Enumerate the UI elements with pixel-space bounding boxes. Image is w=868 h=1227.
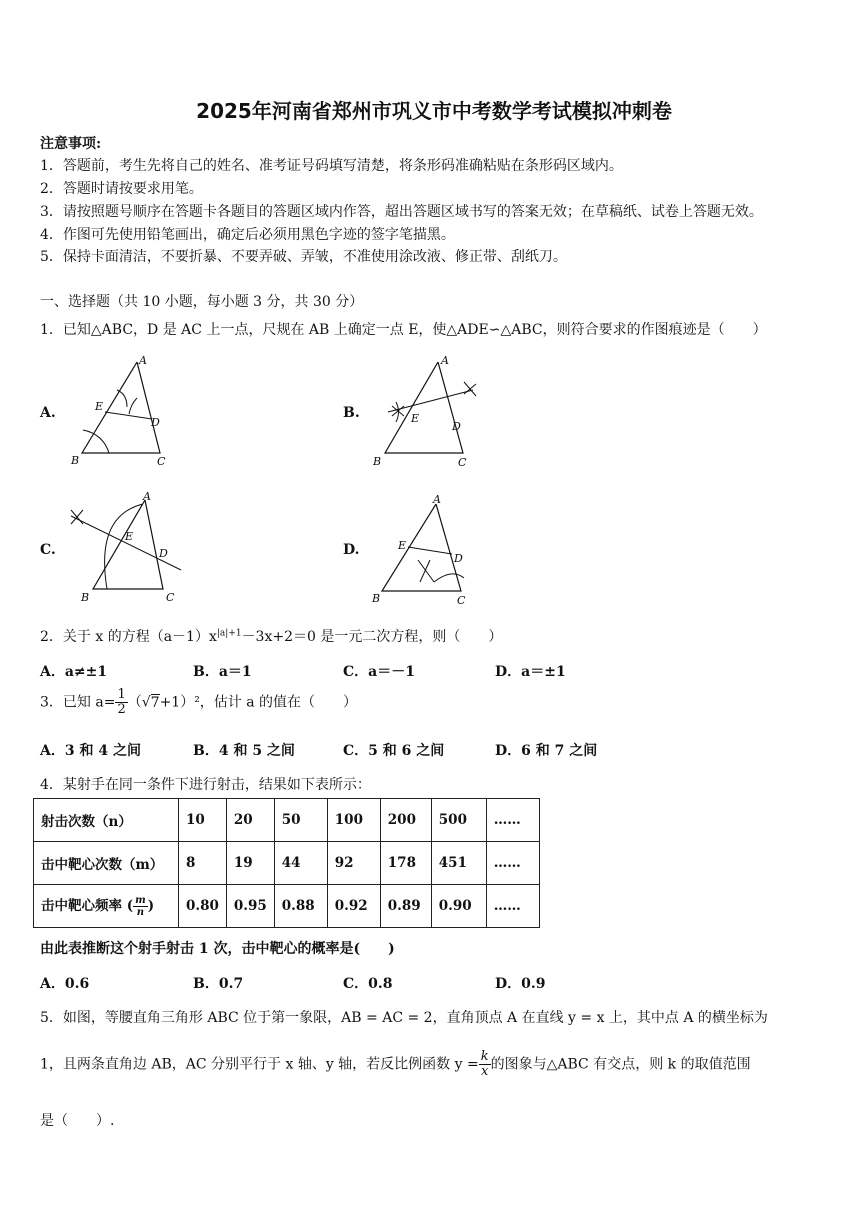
question-3-text: 3．已知 a= [40,694,116,711]
point-label: C [157,455,166,468]
point-label: E [411,412,420,425]
q4-option-b: B．0.7 [193,976,244,992]
question-3-text-after: +1）²，估计 a 的值在（ ） [159,694,358,711]
q2-option-d: D．a＝±1 [495,664,566,680]
q3-option-a: A．3 和 4 之间 [40,743,141,759]
q4-option-d: D．0.9 [495,976,546,992]
table-row [34,842,540,885]
fraction-denominator: n [136,907,145,918]
point-label: B [71,454,80,467]
section-heading: 一、选择题（共 10 小题，每小题 3 分，共 30 分） [40,294,364,310]
row-header: 射击次数（n） [34,799,179,842]
table-cell: …… [486,842,539,885]
notice-heading: 注意事项: [40,136,102,152]
point-label: A [143,490,151,503]
table-cell: 0.90 [431,885,486,928]
figure-option-a [65,352,185,472]
option-a-label: A. [40,405,56,421]
q2-option-b: B．a＝1 [193,664,252,680]
q2-option-a: A．a≠±1 [40,664,108,680]
notice-item: 1．答题前，考生先将自己的姓名、准考证号码填写清楚，将条形码准确粘贴在条形码区域内。 [40,158,623,174]
fraction [479,1050,491,1079]
point-label: D [452,420,461,433]
table-cell: 178 [380,842,431,885]
fraction-denominator: x [481,1064,489,1079]
notice-item: 5．保持卡面清洁，不要折暴、不要弄破、弄皱，不准使用涂改液、修正带、刮纸刀。 [40,249,567,265]
question-2-stem [40,626,502,646]
table-cell: 44 [274,842,327,885]
point-label: E [125,530,134,543]
point-label: E [398,539,407,552]
q4-option-c: C．0.8 [343,976,393,992]
option-c-label: C. [40,542,56,558]
question-5-text-after: 的图象与△ABC 有交点，则 k 的取值范围 [490,1056,751,1073]
q4-option-a: A．0.6 [40,976,90,992]
fraction [133,895,148,918]
question-1-stem: 1．已知△ABC，D 是 AC 上一点，尺规在 AB 上确定一点 E，使△ADE∽△ABC，则符合要求的作图痕迹是（ ） [40,322,767,338]
question-3-paren: （ [127,694,142,711]
results-table [33,798,540,928]
point-label: C [166,591,175,604]
point-label: D [454,552,463,565]
table-cell: 0.92 [327,885,380,928]
q3-option-d: D．6 和 7 之间 [495,743,598,759]
table-cell: …… [486,885,539,928]
question-5-line-3: 是（ ）. [40,1113,115,1129]
point-label: A [433,493,441,506]
notice-item: 2．答题时请按要求用笔。 [40,181,203,197]
table-row [34,799,540,842]
row-header-label: 击中靶心频率 [41,898,122,914]
table-cell: 19 [226,842,274,885]
figure-option-d [368,490,488,610]
question-5-line-2 [40,1050,751,1079]
table-cell: 451 [431,842,486,885]
page-title: 2025年河南省郑州市巩义市中考数学考试模拟冲刺卷 [196,99,672,123]
notice-item: 4．作图可先使用铅笔画出，确定后必须用黑色字迹的签字笔描黑。 [40,227,455,243]
fraction [115,688,127,717]
question-4-followup: 由此表推断这个射手射击 1 次，击中靶心的概率是( ) [40,941,395,957]
row-header: 击中靶心频率 ( $\frac{m}{n}$ ) [34,885,179,928]
table-cell: 20 [226,799,274,842]
point-label: A [441,354,449,367]
sqrt-icon: √ [141,694,151,711]
question-4-stem: 4．某射手在同一条件下进行射击，结果如下表所示： [40,777,371,793]
table-cell: 0.88 [274,885,327,928]
table-cell: 200 [380,799,431,842]
table-cell: …… [486,799,539,842]
option-b-label: B. [343,405,360,421]
table-cell: 10 [179,799,227,842]
notice-item: 3．请按照题号顺序在答题卡各题目的答题区域内作答，超出答题区域书写的答案无效；在草稿纸、试卷上答题无效。 [40,204,763,220]
point-label: E [95,400,104,413]
table-cell: 92 [327,842,380,885]
option-d-label: D. [343,542,360,558]
question-3-stem [40,688,357,717]
q2-option-c: C．a＝－1 [343,664,415,680]
point-label: B [372,592,381,605]
point-label: B [81,591,90,604]
figure-option-c [65,490,195,610]
point-label: A [139,354,147,367]
table-row [34,885,540,928]
fraction-denominator: 2 [117,702,126,717]
point-label: C [458,456,467,469]
question-2-text: 2．关于 x 的方程（a－1）x [40,629,217,645]
fraction-numerator: m [135,895,146,906]
point-label: D [151,416,160,429]
table-cell: 0.89 [380,885,431,928]
point-label: D [159,547,168,560]
fraction-numerator: k [480,1049,489,1064]
table-cell: 0.95 [226,885,274,928]
table-cell: 50 [274,799,327,842]
table-cell: 0.80 [179,885,227,928]
question-2-exponent: |a|+1 [216,628,242,639]
row-header: 击中靶心次数（m） [34,842,179,885]
question-5-line-1: 5．如图，等腰直角三角形 ABC 位于第一象限，AB = AC = 2，直角顶点 A 在直线 y = x 上，其中点 A 的横坐标为 [40,1010,768,1026]
q3-option-b: B．4 和 5 之间 [193,743,295,759]
table-cell: 8 [179,842,227,885]
q3-option-c: C．5 和 6 之间 [343,743,445,759]
point-label: C [457,594,466,607]
table-cell: 500 [431,799,486,842]
figure-option-b [368,352,488,472]
table-cell: 100 [327,799,380,842]
point-label: B [373,455,382,468]
sqrt-argument: 7 [150,694,160,711]
question-5-text: 1，且两条直角边 AB，AC 分别平行于 x 轴、y 轴，若反比例函数 y = [40,1056,479,1073]
fraction-numerator: 1 [117,687,126,702]
question-2-text-after: －3x+2＝0 是一元二次方程，则（ ） [241,629,503,645]
